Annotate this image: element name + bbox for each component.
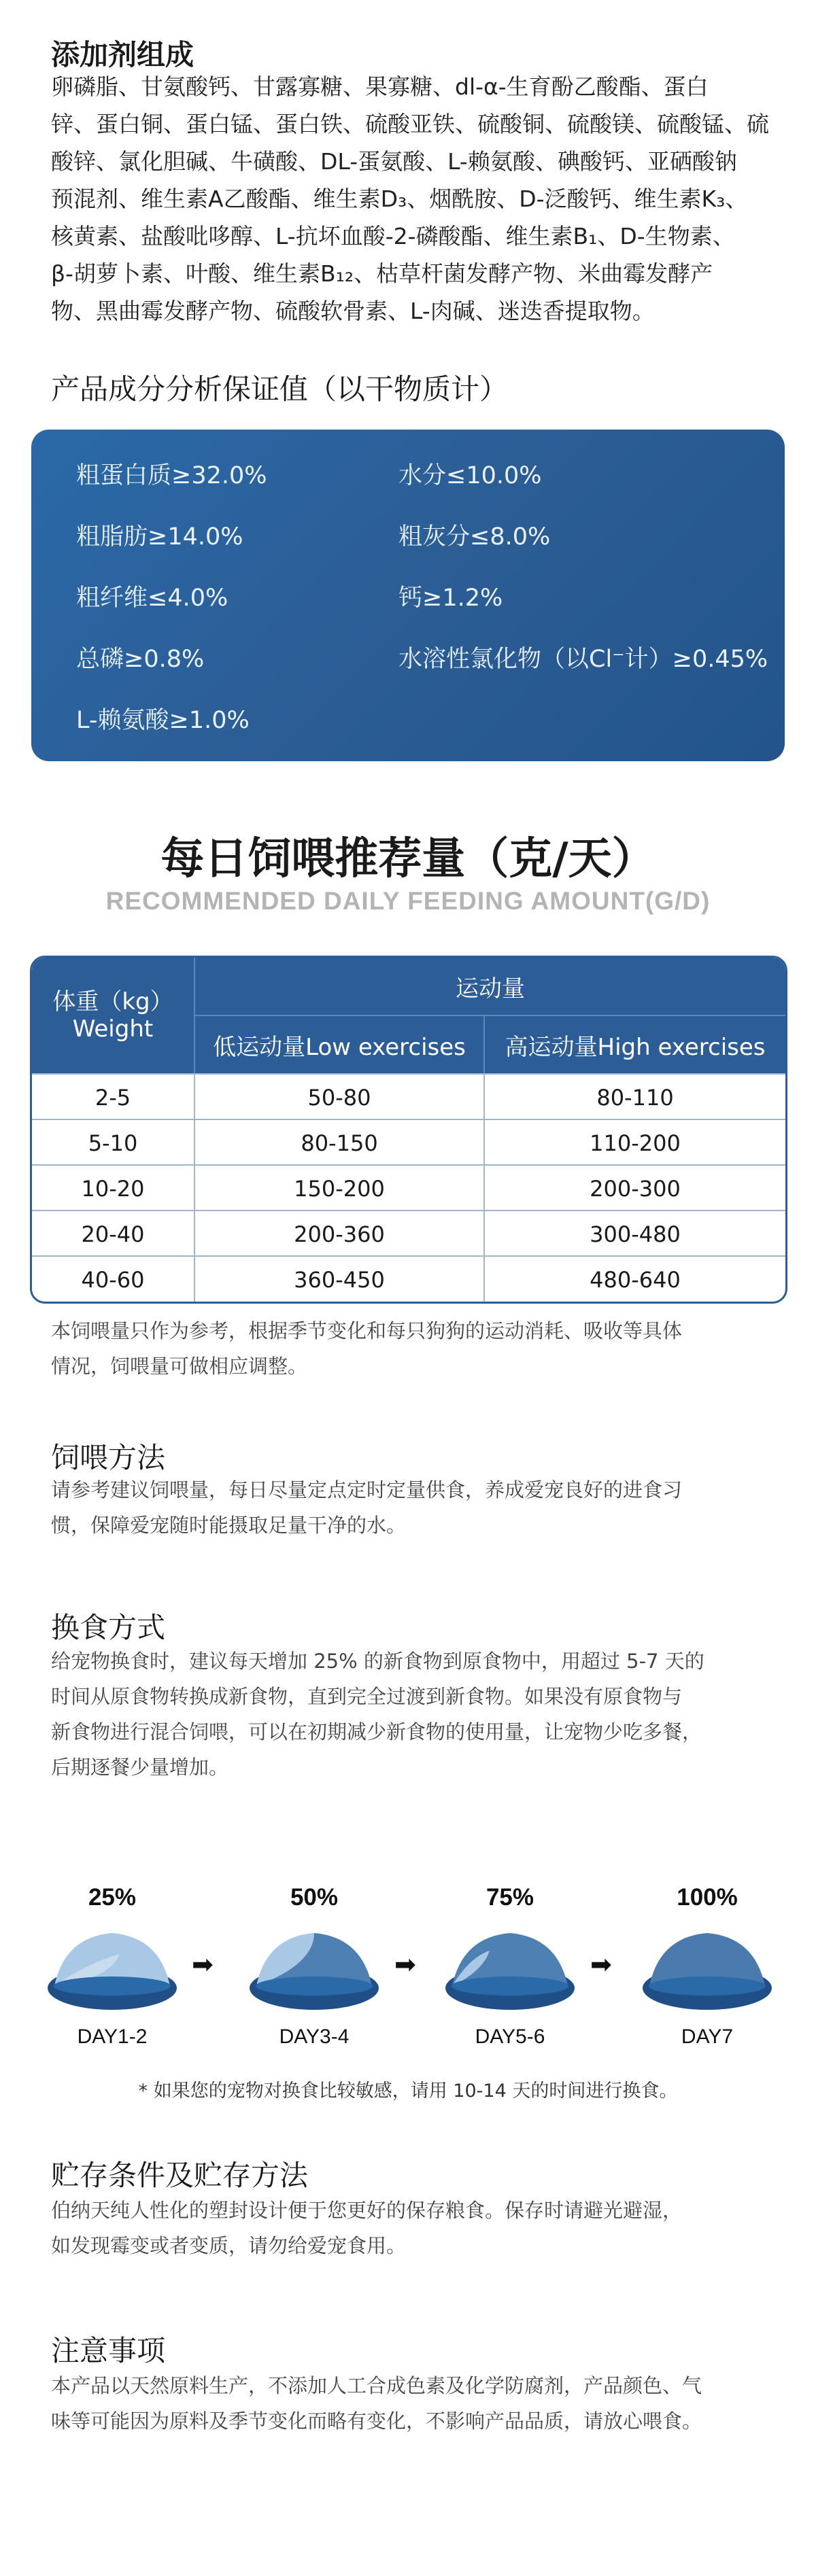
additives-line: 预混剂、维生素A乙酸酯、维生素D₃、烟酰胺、D-泛酸钙、维生素K₃、 xyxy=(51,186,748,212)
analysis-item: 粗蛋白质≥32.0% xyxy=(76,462,267,489)
step-day: DAY5-6 xyxy=(475,2025,545,2048)
weight-header-en: Weight xyxy=(72,1015,154,1043)
storage-text xyxy=(51,2193,772,2263)
step-day: DAY3-4 xyxy=(279,2025,350,2048)
table-row xyxy=(32,1164,785,1211)
analysis-item: 粗灰分≤8.0% xyxy=(398,523,551,551)
high-exercise-header: 高运动量High exercises xyxy=(505,1033,766,1061)
notice-line: 本产品以天然原料生产，不添加人工合成色素及化学防腐剂，产品颜色、气 xyxy=(51,2374,702,2397)
feeding-subtitle: RECOMMENDED DAILY FEEDING AMOUNT(G/D) xyxy=(105,887,711,915)
step-day: DAY1-2 xyxy=(77,2025,148,2048)
feeding-note-line: 情况，饲喂量可做相应调整。 xyxy=(51,1355,308,1378)
table-row xyxy=(32,1255,785,1302)
analysis-box xyxy=(31,430,785,761)
table-row xyxy=(32,1210,785,1257)
storage-line: 伯纳天纯人性化的塑封设计便于您更好的保存粮食。保存时请避光避湿， xyxy=(51,2199,683,2222)
analysis-item: 水溶性氯化物（以Cl⁻计）≥0.45% xyxy=(398,646,768,673)
switch-line: 新食物进行混合饲喂，可以在初期减少新食物的使用量，让宠物少吃多餐， xyxy=(51,1720,702,1743)
step-percent: 50% xyxy=(290,1884,339,1911)
high-cell: 300-480 xyxy=(590,1221,681,1247)
feeding-title: 每日饲喂推荐量（克/天） xyxy=(160,834,656,884)
feeding-table-header xyxy=(32,958,785,1073)
weight-cell: 20-40 xyxy=(32,1211,195,1257)
low-cell: 150-200 xyxy=(195,1166,485,1211)
analysis-item: 总磷≥0.8% xyxy=(76,646,205,673)
weight-header xyxy=(32,958,195,1073)
additives-line: 卵磷脂、甘氨酸钙、甘露寡糖、果寡糖、dl-α-生育酚乙酸酯、蛋白 xyxy=(51,73,709,100)
additives-line: 锌、蛋白铜、蛋白锰、蛋白铁、硫酸亚铁、硫酸铜、硫酸镁、硫酸锰、硫 xyxy=(51,111,769,137)
high-cell: 480-640 xyxy=(590,1266,681,1293)
analysis-item: 钙≥1.2% xyxy=(398,585,503,612)
method-line: 请参考建议饲喂量，每日尽量定点定时定量供食，养成爱宠良好的进食习 xyxy=(51,1478,683,1501)
additives-text xyxy=(51,68,772,330)
analysis-item: 粗纤维≤4.0% xyxy=(76,585,228,612)
switch-line: 给宠物换食时，建议每天增加 25% 的新食物到原食物中，用超过 5-7 天的 xyxy=(51,1650,704,1673)
weight-header-cn: 体重（kg） xyxy=(52,988,173,1015)
switch-title: 换食方式 xyxy=(51,1611,166,1644)
step-percent: 75% xyxy=(486,1884,534,1911)
additives-line: 核黄素、盐酸吡哆醇、L-抗坏血酸-2-磷酸酯、维生素B₁、D-生物素、 xyxy=(51,223,735,249)
feeding-note-line: 本饲喂量只作为参考，根据季节变化和每只狗狗的运动消耗、吸收等具体 xyxy=(51,1319,683,1342)
step-percent: 25% xyxy=(88,1884,137,1911)
switch-line: 后期逐餐少量增加。 xyxy=(51,1756,229,1779)
low-exercise-header: 低运动量Low exercises xyxy=(195,1016,485,1073)
low-cell: 200-360 xyxy=(195,1211,485,1257)
arrow-right-icon: ➡ xyxy=(192,1949,214,1979)
additives-line: β-胡萝卜素、叶酸、维生素B₁₂、枯草杆菌发酵产物、米曲霉发酵产 xyxy=(51,260,713,287)
table-row xyxy=(32,1119,785,1166)
analysis-title: 产品成分分析保证值（以干物质计） xyxy=(51,372,509,406)
low-cell: 360-450 xyxy=(195,1257,485,1302)
table-row xyxy=(32,1073,785,1120)
storage-title: 贮存条件及贮存方法 xyxy=(51,2159,309,2192)
notice-text xyxy=(51,2368,772,2439)
step-percent: 100% xyxy=(677,1884,738,1911)
additives-title: 添加剂组成 xyxy=(51,38,194,71)
low-cell: 50-80 xyxy=(195,1075,485,1120)
step-day: DAY7 xyxy=(681,2025,734,2048)
food-bowl-icon xyxy=(44,1924,180,2012)
method-line: 惯，保障爱宠随时能摄取足量干净的水。 xyxy=(51,1514,407,1537)
weight-cell: 40-60 xyxy=(32,1257,195,1302)
weight-cell: 2-5 xyxy=(32,1075,195,1120)
high-cell: 80-110 xyxy=(596,1084,674,1111)
switch-text xyxy=(51,1643,772,1785)
feeding-table xyxy=(30,956,787,1304)
analysis-item: L-赖氨酸≥1.0% xyxy=(76,707,250,734)
arrow-right-icon: ➡ xyxy=(394,1949,416,1979)
feeding-note xyxy=(51,1313,772,1384)
high-cell: 200-300 xyxy=(590,1175,681,1202)
method-text xyxy=(51,1472,772,1543)
additives-line: 酸锌、氯化胆碱、牛磺酸、DL-蛋氨酸、L-赖氨酸、碘酸钙、亚硒酸钠 xyxy=(51,148,737,175)
low-cell: 80-150 xyxy=(195,1120,485,1166)
notice-line: 味等可能因为原料及季节变化而略有变化，不影响产品品质，请放心喂食。 xyxy=(51,2409,702,2433)
arrow-right-icon: ➡ xyxy=(590,1949,612,1979)
weight-cell: 10-20 xyxy=(32,1166,195,1211)
analysis-item: 水分≤10.0% xyxy=(398,462,542,489)
storage-line: 如发现霉变或者变质，请勿给爱宠食用。 xyxy=(51,2234,407,2257)
food-bowl-icon xyxy=(246,1924,382,2012)
analysis-item: 粗脂肪≥14.0% xyxy=(76,523,243,551)
notice-title: 注意事项 xyxy=(51,2334,166,2367)
switch-line: 时间从原食物转换成新食物，直到完全过渡到新食物。如果没有原食物与 xyxy=(51,1685,683,1708)
high-cell: 110-200 xyxy=(590,1130,681,1156)
activity-header: 运动量 xyxy=(195,958,785,1016)
additives-line: 物、黑曲霉发酵产物、硫酸软骨素、L-肉碱、迷迭香提取物。 xyxy=(51,298,655,324)
food-bowl-icon xyxy=(442,1924,578,2012)
weight-cell: 5-10 xyxy=(32,1120,195,1166)
switch-note: * 如果您的宠物对换食比较敏感，请用 10-14 天的时间进行换食。 xyxy=(138,2081,678,2102)
food-bowl-icon xyxy=(639,1924,775,2012)
method-title: 饲喂方法 xyxy=(51,1441,166,1474)
